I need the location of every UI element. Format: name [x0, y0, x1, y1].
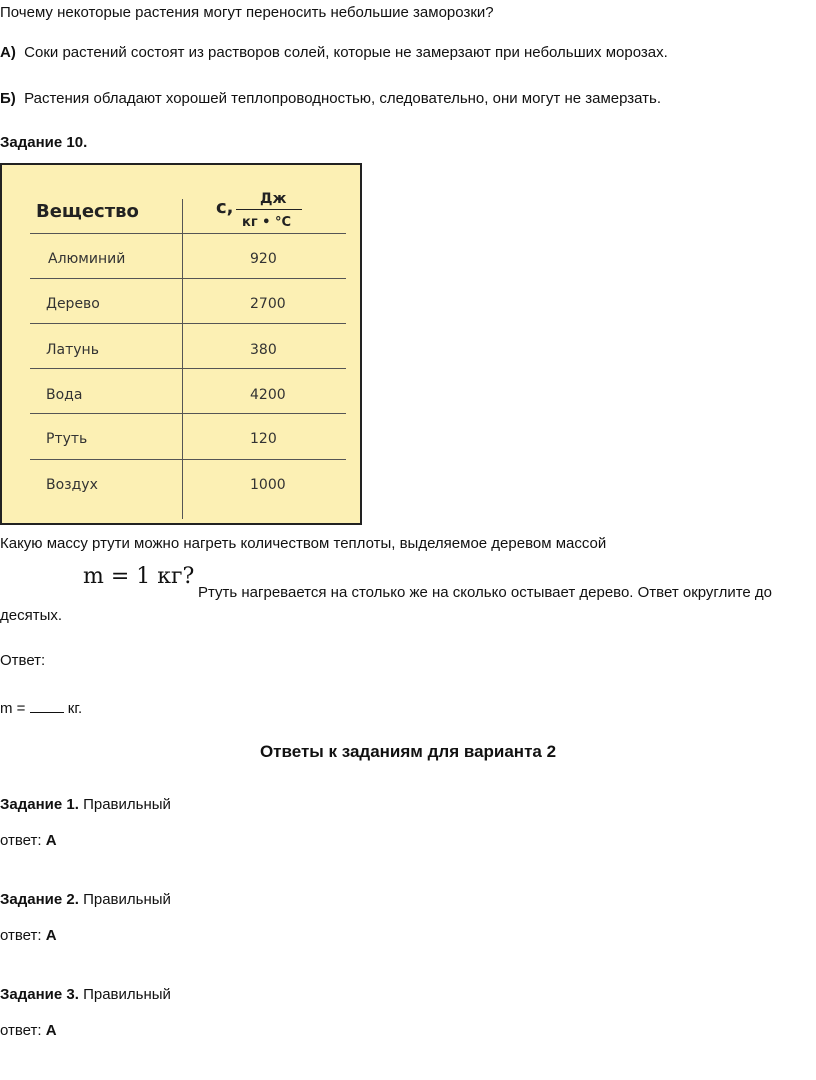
answer-result-value: А — [45, 927, 57, 944]
table-cell-substance: Вода — [46, 387, 83, 403]
answer-task-3 — [0, 985, 171, 1005]
table-header-divider — [30, 233, 346, 234]
specific-heat-table — [0, 163, 362, 525]
table-header-unit-den: кг • °С — [242, 215, 292, 230]
table-header-substance: Вещество — [36, 201, 139, 222]
table-row-divider — [30, 459, 346, 460]
problem-line-2: Ртуть нагревается на столько же на сколько остывает дерево. Ответ округлите до — [198, 584, 773, 601]
table-cell-value: 4200 — [250, 387, 286, 403]
option-b-label: Б) — [0, 90, 16, 107]
table-cell-substance: Латунь — [46, 342, 99, 358]
table-header-unit-num: Дж — [260, 191, 287, 207]
answer-task-label: Задание 3. — [0, 986, 79, 1003]
task10-title: Задание 10. — [0, 134, 88, 151]
answer-task-2 — [0, 890, 171, 910]
table-cell-substance: Воздух — [46, 477, 98, 493]
table-cell-value: 120 — [250, 431, 277, 447]
answer-mass-line — [0, 698, 82, 719]
answer-mass-suffix: кг. — [63, 700, 83, 717]
answer-result-label: ответ: — [0, 1022, 46, 1039]
table-cell-substance: Алюминий — [48, 251, 126, 267]
table-cell-substance: Дерево — [46, 296, 100, 312]
option-b — [0, 89, 661, 109]
table-row-divider — [30, 368, 346, 369]
table-row-divider — [30, 278, 346, 279]
answer-result-1 — [0, 831, 57, 851]
fraction-bar — [236, 209, 302, 210]
problem-line-3: десятых. — [0, 607, 63, 624]
mass-formula: m = 1 кг? — [83, 564, 195, 589]
table-column-divider — [182, 199, 183, 519]
answer-blank[interactable] — [30, 698, 64, 713]
option-a-text: Соки растений состоят из растворов солей, которые не замерзают при небольших морозах. — [24, 44, 668, 61]
table-cell-value: 920 — [250, 251, 277, 267]
question-text: Почему некоторые растения могут переносить небольшие заморозки? — [0, 4, 494, 21]
answer-task-text: Правильный — [78, 986, 171, 1003]
answers-title: Ответы к заданиям для варианта 2 — [259, 742, 557, 761]
answer-mass-prefix: m = — [0, 700, 30, 717]
answer-task-label: Задание 1. — [0, 796, 79, 813]
table-header-c: c, — [216, 197, 234, 218]
table-row-divider — [30, 413, 346, 414]
answer-task-text: Правильный — [78, 891, 171, 908]
table-cell-substance: Ртуть — [46, 431, 88, 447]
answer-task-label: Задание 2. — [0, 891, 79, 908]
table-cell-value: 380 — [250, 342, 277, 358]
answer-result-2 — [0, 926, 57, 946]
option-b-text: Растения обладают хорошей теплопроводностью, следовательно, они могут не замерзать. — [24, 90, 662, 107]
problem-line-1: Какую массу ртути можно нагреть количеством теплоты, выделяемое деревом массой — [0, 535, 607, 552]
answer-label: Ответ: — [0, 652, 46, 669]
answer-result-3 — [0, 1021, 57, 1041]
table-row-divider — [30, 323, 346, 324]
option-a — [0, 43, 668, 63]
table-cell-value: 1000 — [250, 477, 286, 493]
option-a-label: А) — [0, 44, 16, 61]
answer-result-value: А — [45, 832, 57, 849]
answer-task-1 — [0, 795, 171, 815]
table-cell-value: 2700 — [250, 296, 286, 312]
answer-task-text: Правильный — [78, 796, 171, 813]
answer-result-label: ответ: — [0, 832, 46, 849]
answer-result-value: А — [45, 1022, 57, 1039]
answer-result-label: ответ: — [0, 927, 46, 944]
